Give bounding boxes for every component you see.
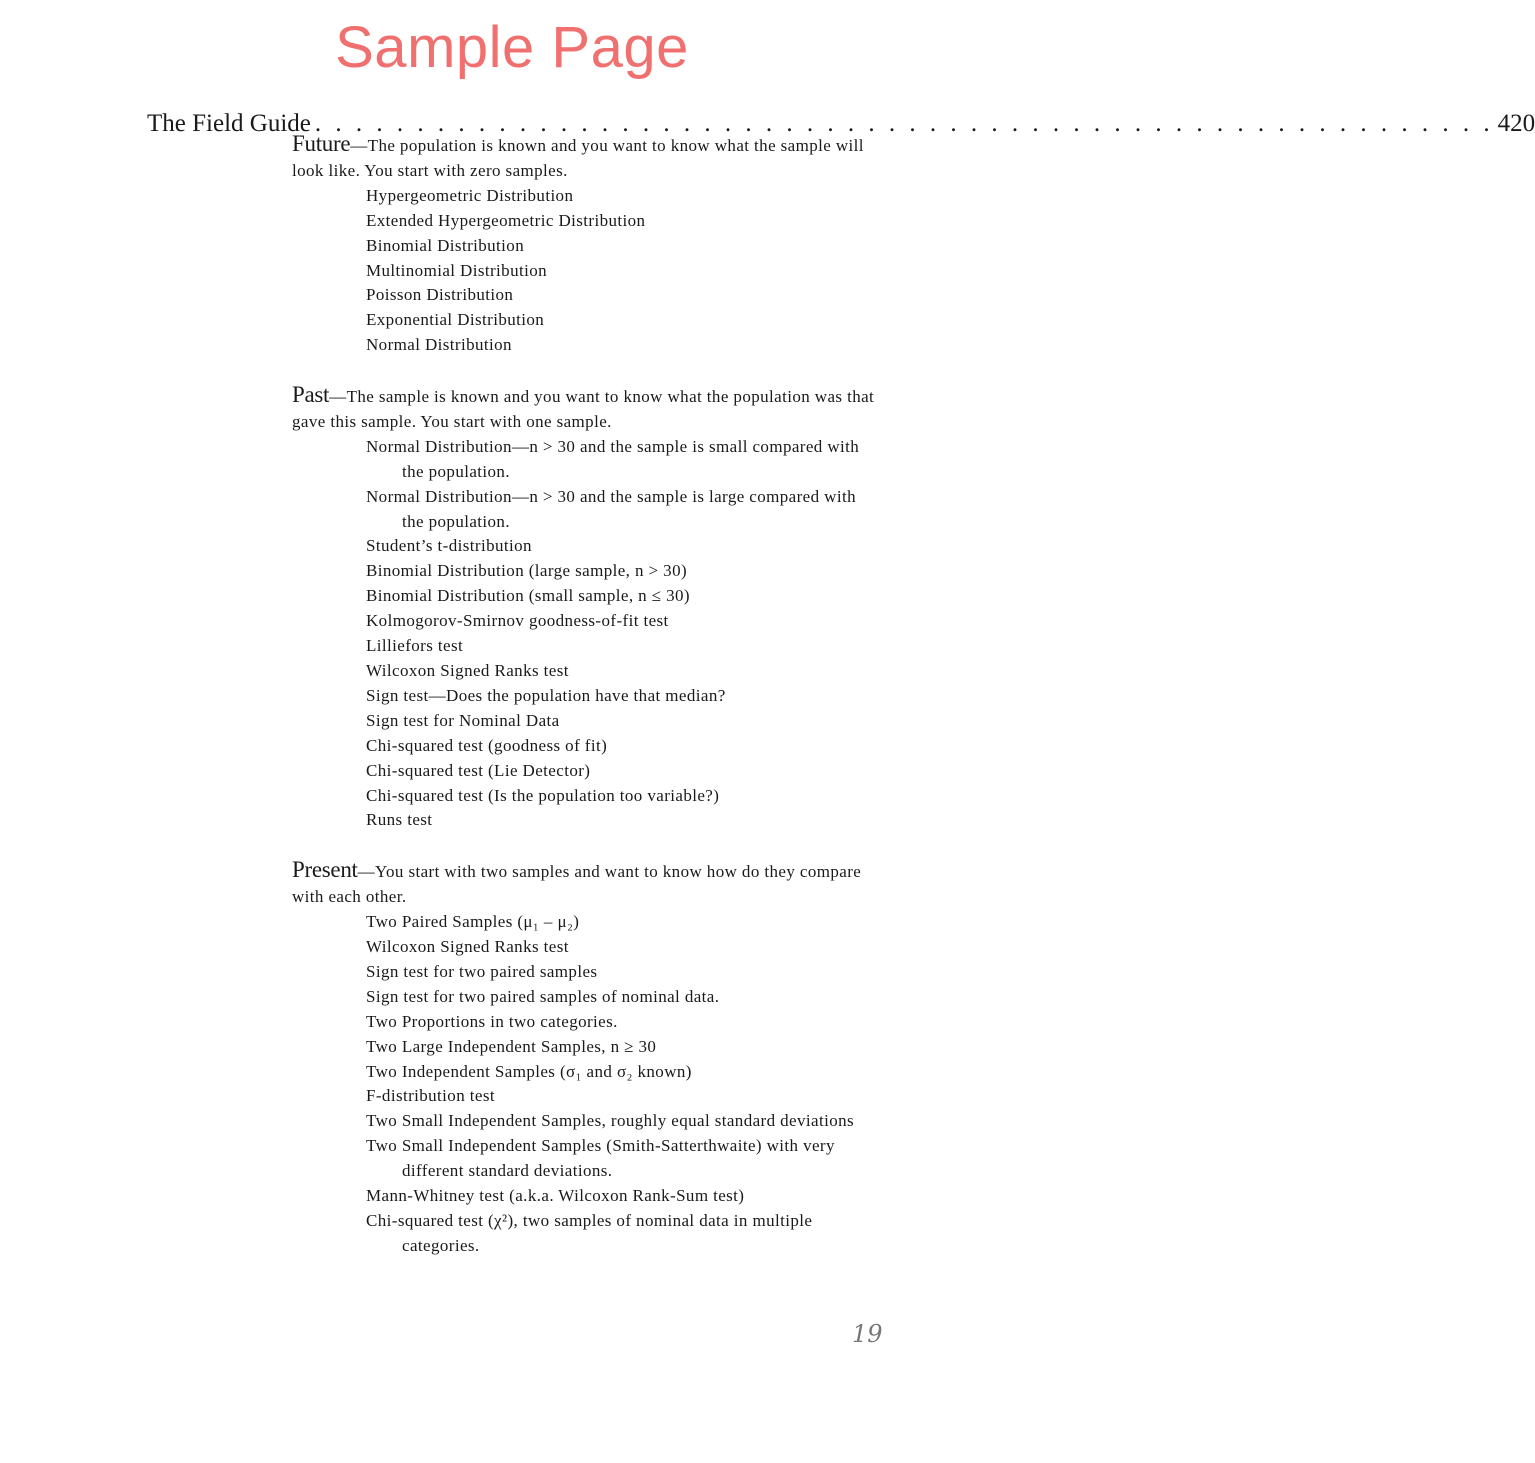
list-item: Two Proportions in two categories. (366, 1011, 618, 1031)
list-item: Binomial Distribution (366, 235, 525, 255)
section-intro: You start with two samples and want to know how do they compare with each other. (292, 862, 862, 907)
list-item: Runs test (366, 810, 433, 830)
em-dash: — (350, 136, 368, 155)
list-item: Normal Distribution—n > 30 and the sample is small compared with the population. (366, 436, 860, 481)
list-item: Wilcoxon Signed Ranks test (366, 661, 569, 681)
section-heading (292, 132, 882, 184)
list-item: Hypergeometric Distribution (366, 185, 574, 205)
list-item: Sign test for Nominal Data (366, 710, 560, 730)
sample-page-watermark: Sample Page (335, 15, 689, 80)
list-item: Chi-squared test (Is the population too variable?) (366, 785, 720, 805)
em-dash: — (329, 387, 347, 407)
list-item: Sign test for two paired samples of nominal data. (366, 986, 720, 1006)
list-item: Chi-squared test (goodness of fit) (366, 735, 608, 755)
list-item: Normal Distribution (366, 335, 512, 355)
em-dash: — (357, 862, 376, 882)
list-item: Sign test—Does the population have that median? (366, 685, 726, 705)
list-item: Exponential Distribution (366, 310, 545, 330)
list-item: Binomial Distribution (small sample, n ≤ 30) (366, 586, 690, 606)
list-item: Two Paired Samples (μ₁ – μ₂) (366, 912, 580, 932)
list-item: Two Large Independent Samples, n ≥ 30 (366, 1036, 657, 1056)
topic-list (292, 910, 882, 1259)
list-item: Kolmogorov-Smirnov goodness-of-fit test (366, 611, 669, 631)
section-intro: The sample is known and you want to know what the population was that gave this sample. You start with one sample. (292, 387, 875, 431)
section-future (292, 132, 882, 358)
list-item: Two Small Independent Samples, roughly equal standard deviations (366, 1111, 855, 1131)
list-item: Two Independent Samples (σ₁ and σ₂ known) (366, 1061, 692, 1081)
list-item: Chi-squared test (Lie Detector) (366, 760, 591, 780)
section-present (292, 858, 882, 1259)
list-item: Lilliefors test (366, 636, 464, 656)
topic-list (292, 435, 882, 834)
toc-page-number: 420 (1497, 110, 1535, 137)
list-item: Normal Distribution—n > 30 and the sample is large compared with the population. (366, 486, 857, 531)
topic-list (292, 184, 882, 358)
list-item: Binomial Distribution (large sample, n > 30) (366, 561, 688, 581)
list-item: Multinomial Distribution (366, 260, 548, 280)
document-body (292, 132, 882, 1284)
section-intro: The population is known and you want to know what the sample will look like. You start with zero samples. (292, 136, 864, 180)
list-item: Wilcoxon Signed Ranks test (366, 936, 569, 956)
list-item: Mann-Whitney test (a.k.a. Wilcoxon Rank-Sum test) (366, 1186, 745, 1206)
page-number: 19 (852, 1320, 883, 1348)
toc-leader-dots: . . . . . . . . . . . . . . . . . . . . . . . . . . . . . . . . . . . . . . . . . . . . . . . . . . . . . . . . . . (314, 110, 1494, 137)
section-heading (292, 858, 882, 910)
list-item: Chi-squared test (χ²), two samples of nominal data in multiple categories. (366, 1210, 813, 1255)
section-past (292, 383, 882, 833)
toc-title: The Field Guide (147, 110, 311, 137)
list-item: Student’s t-distribution (366, 536, 532, 556)
section-title: Future (292, 131, 351, 156)
section-title: Past (292, 382, 330, 408)
list-item: F-distribution test (366, 1086, 495, 1106)
section-heading (292, 383, 882, 435)
section-title: Present (292, 857, 358, 883)
list-item: Poisson Distribution (366, 285, 514, 305)
list-item: Two Small Independent Samples (Smith-Satterthwaite) with very different standard deviations. (366, 1136, 835, 1181)
list-item: Extended Hypergeometric Distribution (366, 210, 646, 230)
list-item: Sign test for two paired samples (366, 961, 598, 981)
